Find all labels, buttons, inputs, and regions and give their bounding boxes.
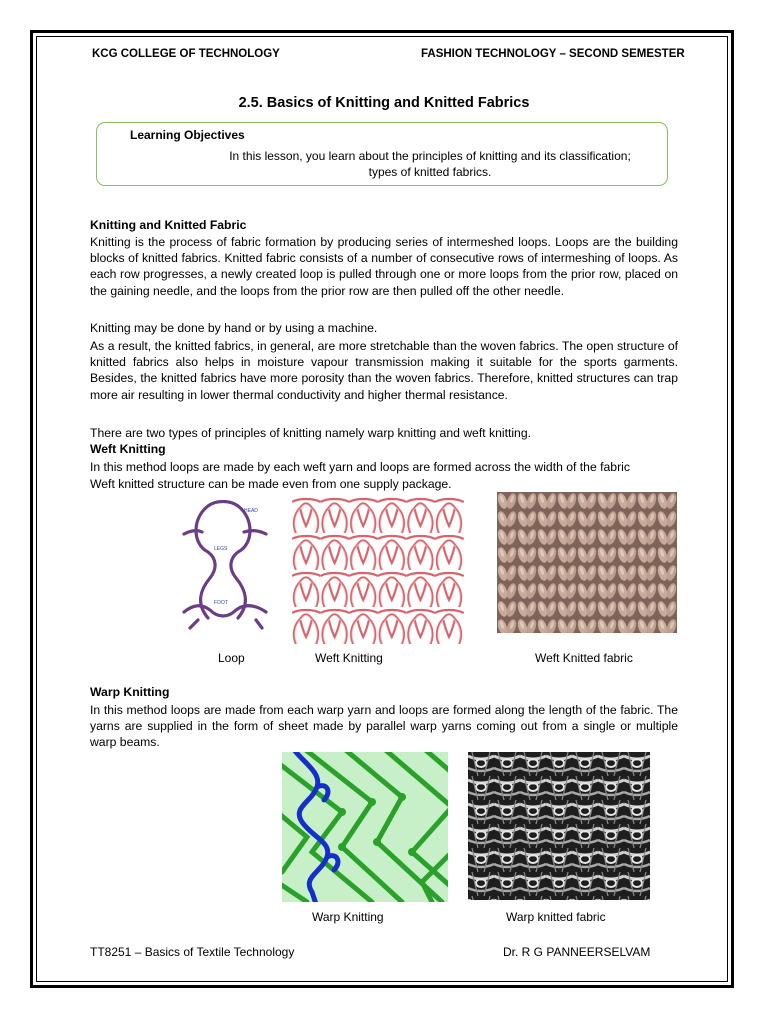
weft-knitting-diagram [292, 496, 464, 644]
caption-warp-knitting: Warp Knitting [312, 910, 384, 924]
section-heading-warp: Warp Knitting [90, 685, 170, 699]
paragraph-two-types: There are two types of principles of knitting namely warp knitting and weft knitting. [90, 426, 531, 440]
weft-text-line-1: In this method loops are made by each weft yarn and loops are formed across the width of the fabric [90, 460, 630, 474]
loop-label-foot: FOOT [214, 600, 228, 606]
warp-fabric-photo [468, 752, 650, 900]
caption-weft-knitting: Weft Knitting [315, 651, 383, 665]
loop-diagram [180, 500, 270, 634]
paragraph-properties: As a result, the knitted fabrics, in general, are more stretchable than the woven fabrics. The open structure of knitted fabrics also helps in moisture vapour transmission making it suitable for the sports garments. Besides, the knitted fabrics have more porosity than the woven fabrics. Therefore, knitted structures can trap more air resulting in lower thermal conductivity and higher thermal resistance. [90, 339, 678, 402]
objectives-line-2: types of knitted fabrics. [368, 165, 492, 179]
learning-objectives-heading: Learning Objectives [130, 128, 245, 142]
warp-knitting-diagram [282, 752, 448, 902]
weft-text-line-2: Weft knitted structure can be made even from one supply package. [90, 477, 452, 491]
weft-fabric-photo [497, 492, 677, 633]
caption-weft-knitted-fabric: Weft Knitted fabric [535, 651, 633, 665]
caption-warp-knitted-fabric: Warp knitted fabric [506, 910, 606, 924]
footer-author: Dr. R G PANNEERSELVAM [503, 945, 651, 959]
header-course: FASHION TECHNOLOGY – SECOND SEMESTER [421, 48, 685, 60]
paragraph-warp-knitting: In this method loops are made from each warp yarn and loops are formed along the length of the fabric. The yarns are supplied in the form of sheet made by parallel warp yarns coming out from a single or multiple warp beams. [90, 703, 678, 750]
header-college: KCG COLLEGE OF TECHNOLOGY [92, 48, 280, 60]
caption-loop: Loop [218, 651, 245, 665]
section-heading-knitting: Knitting and Knitted Fabric [90, 218, 247, 232]
learning-objectives-text [200, 148, 660, 180]
objectives-line-1: In this lesson, you learn about the principles of knitting and its classification; [229, 149, 631, 163]
page-title: 2.5. Basics of Knitting and Knitted Fabrics [238, 95, 530, 111]
loop-label-head: HEAD [244, 508, 258, 514]
paragraph-hand-machine: Knitting may be done by hand or by using a machine. [90, 321, 378, 335]
paragraph-knitting-definition: Knitting is the process of fabric formation by producing series of intermeshed loops. Loops are the building blocks of knitted fabrics. Knitted fabric consists of a number of consecutive rows of intermeshing of loops. As each row progresses, a newly created loop is pulled through one or more loops from the prior row, placed on the gaining needle, and the loops from the prior row are then pulled off the other needle. [90, 235, 678, 298]
footer-course-code: TT8251 – Basics of Textile Technology [90, 945, 295, 959]
section-heading-weft: Weft Knitting [90, 442, 166, 456]
loop-label-legs: LEGS [214, 546, 228, 552]
